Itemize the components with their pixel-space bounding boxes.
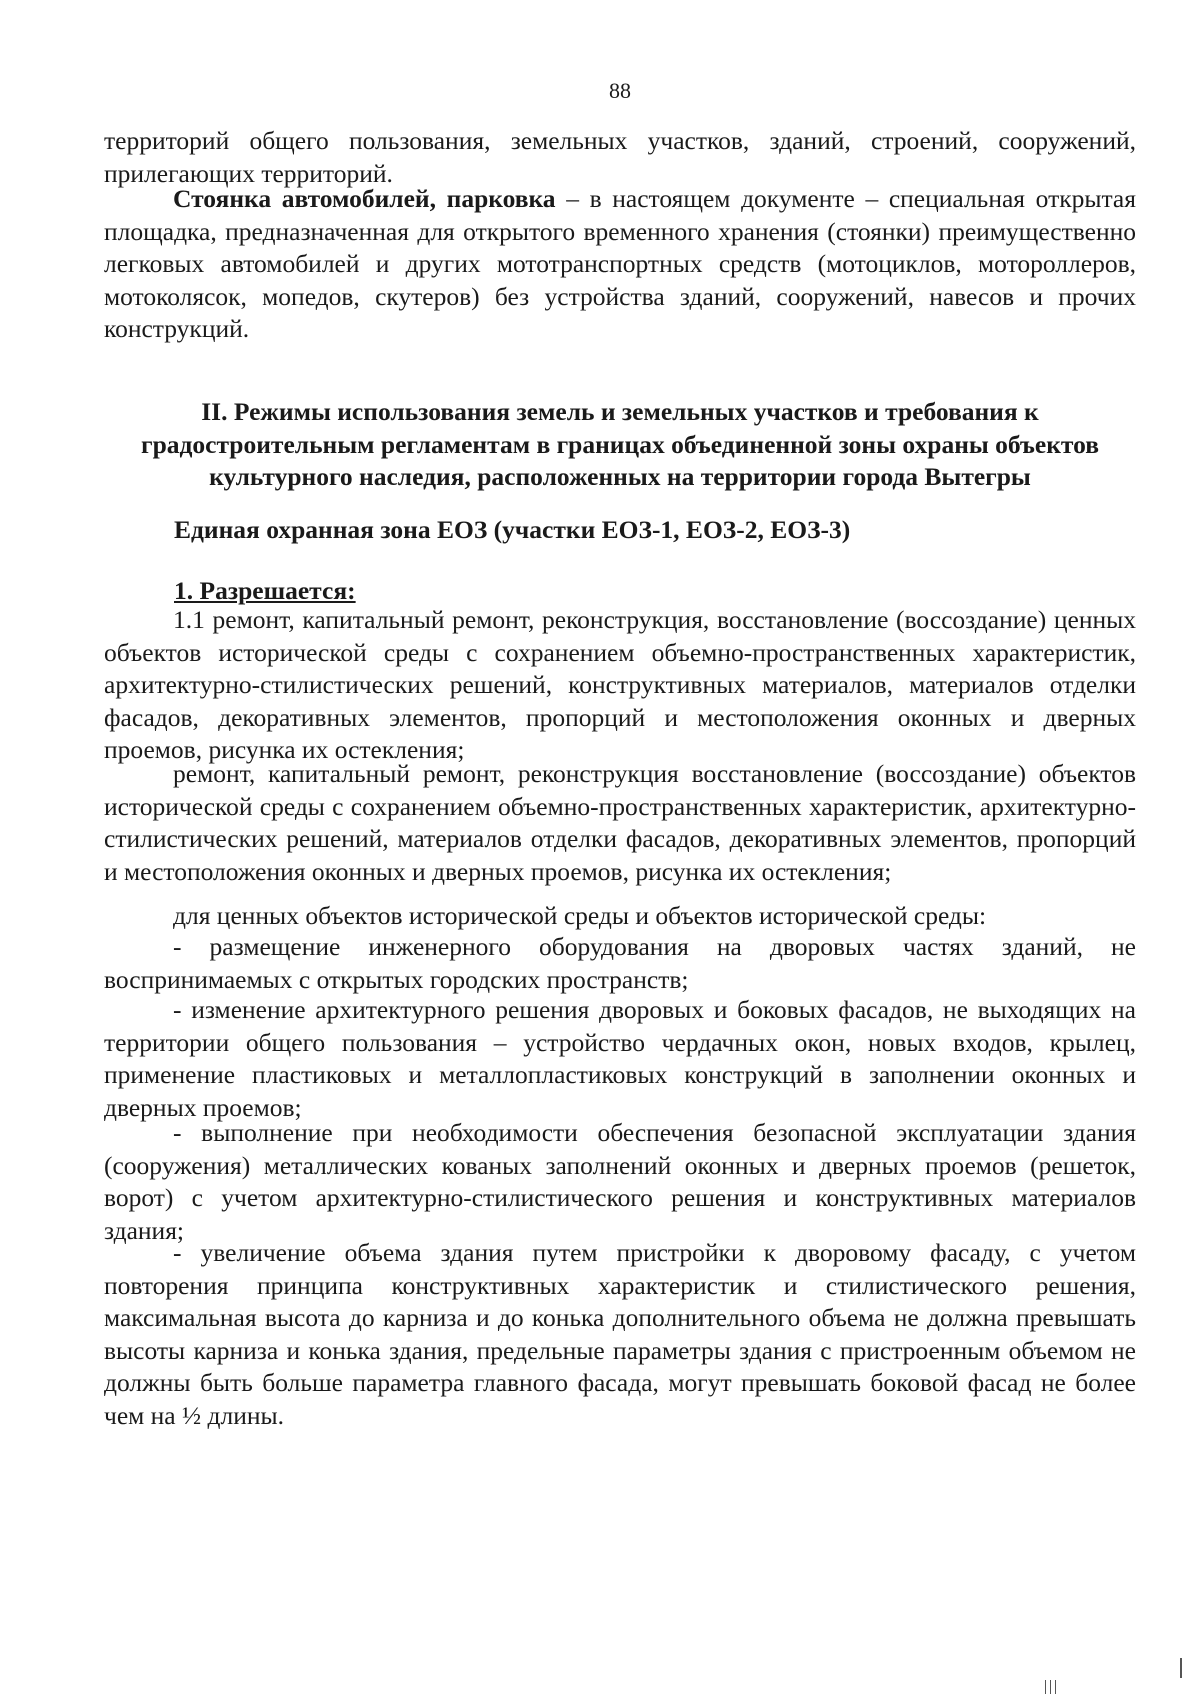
paragraph-1-1: 1.1 ремонт, капитальный ремонт, реконструкция, восстановление (воссоздание) ценных объектов исторической среды с сохранением объемно-пространственных характеристик, архитектурно-стилистических решений, конструктивных материалов, материалов отделки фасадов, декоративных элементов, пропорций и местоположения оконных и дверных проемов, рисунка их остекления;	[104, 605, 1136, 764]
scan-artifact-mark	[1180, 1658, 1182, 1678]
definition-paragraph	[104, 183, 1136, 346]
paragraph-repair: ремонт, капитальный ремонт, реконструкция восстановление (воссоздание) объектов исторической среды с сохранением объемно-пространственных характеристик, архитектурно-стилистических решений, материалов отделки фасадов, декоративных элементов, пропорций и местоположения оконных и дверных проемов, рисунка их остекления;	[104, 759, 1136, 886]
scan-artifact-mark	[1050, 1680, 1051, 1694]
definition-text: – в настоящем документе – специальная открытая площадка, предназначенная для открытого временного хранения (стоянки) преимущественно легковых автомобилей и других мототранспортных средств (мотоциклов, мотороллеров, мотоколясок, мопедов, скутеров) без устройства зданий, сооружений, навесов и прочих конструкций.	[104, 184, 1136, 343]
section-heading: II. Режимы использования земель и земельных участков и требования к градостроительным регламентам в границах объединенной зоны охраны объектов культурного наследия, расположенных на территории города Вытегры	[140, 397, 1100, 491]
continuation-paragraph: территорий общего пользования, земельных участков, зданий, строений, сооружений, прилегающих территорий.	[104, 126, 1136, 188]
scan-artifact-mark	[1045, 1680, 1046, 1694]
scan-artifact-mark	[1055, 1680, 1056, 1694]
list-item-metal-fillings: - выполнение при необходимости обеспечения безопасной эксплуатации здания (сооружения) металлических кованых заполнений оконных и дверных проемов (решеток, ворот) с учетом архитектурно-стилистического решения и конструктивных материалов здания;	[104, 1118, 1136, 1245]
zone-heading: Единая охранная зона ЕОЗ (участки ЕОЗ-1, ЕОЗ-2, ЕОЗ-3)	[174, 515, 851, 544]
paragraph-applies-to: для ценных объектов исторической среды и объектов исторической среды:	[173, 901, 987, 930]
definition-term: Стоянка автомобилей, парковка	[173, 184, 556, 213]
list-item-volume-increase: - увеличение объема здания путем пристройки к дворовому фасаду, с учетом повторения принципа конструктивных характеристик и стилистического решения, максимальная высота до карниза и до конька дополнительного объема не должна превышать высоты карниза и конька здания, предельные параметры здания с пристроенным объемом не должны быть больше параметра главного фасада, могут превышать боковой фасад не более чем на ½ длины.	[104, 1238, 1136, 1430]
page-number: 88	[609, 78, 631, 103]
allowed-label: 1. Разрешается:	[174, 576, 356, 605]
list-item-facade-changes: - изменение архитектурного решения дворовых и боковых фасадов, не выходящих на территории общего пользования – устройство чердачных окон, новых входов, крылец, применение пластиковых и металлопластиковых конструкций в заполнении оконных и дверных проемов;	[104, 995, 1136, 1122]
list-item-engineering-equipment: - размещение инженерного оборудования на дворовых частях зданий, не воспринимаемых с открытых городских пространств;	[104, 932, 1136, 994]
